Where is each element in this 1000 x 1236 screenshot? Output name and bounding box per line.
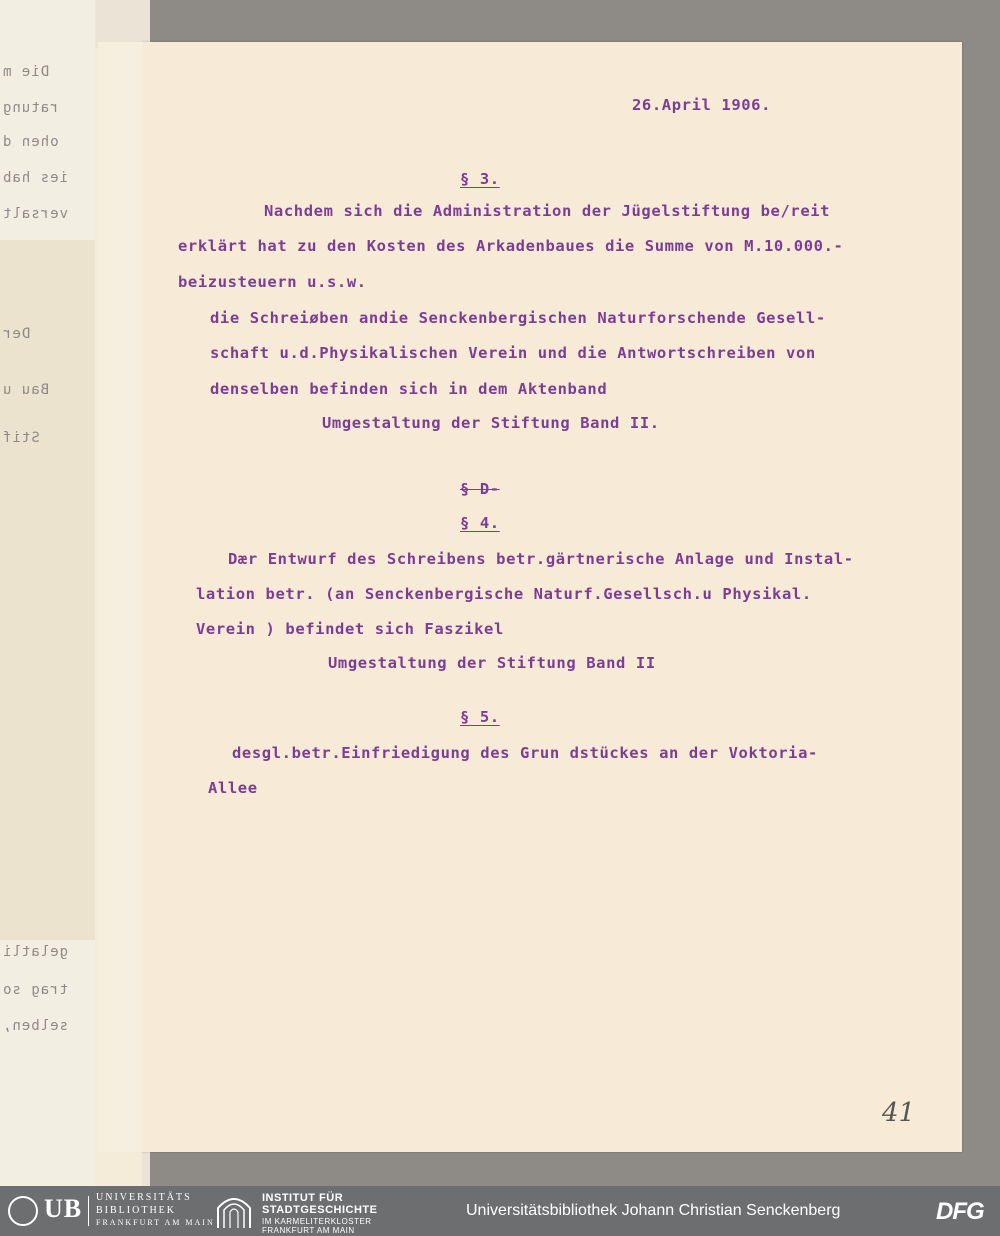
bleed-text: ies hab <box>2 170 69 186</box>
bleed-text: Bau u <box>2 382 50 398</box>
isg-line3: IM KARMELITERKLOSTER <box>262 1217 372 1226</box>
text-line: schaft u.d.Physikalischen Verein und die Antwortschreiben von <box>210 344 816 362</box>
text-line: Allee <box>208 779 258 797</box>
text-line: desgl.betr.Einfriedigung des Grun dstückes an der Voktoria- <box>232 744 818 762</box>
section-4-heading: § 4. <box>460 514 500 532</box>
ub-divider <box>88 1196 89 1226</box>
library-name: Universitätsbibliothek Johann Christian Senckenberg <box>466 1202 841 1219</box>
section-3-heading: § 3. <box>460 170 500 188</box>
ub-logo-letters: UB <box>44 1194 83 1223</box>
dfg-logo: DFG <box>936 1198 984 1225</box>
text-line: denselben befinden sich in dem Aktenband <box>210 380 608 398</box>
text-line: Umgestaltung der Stiftung Band II <box>328 654 656 672</box>
isg-arch-icon <box>214 1194 254 1228</box>
left-page-lower <box>0 240 95 940</box>
ub-line1: UNIVERSITÄTS <box>96 1192 192 1203</box>
text-line: Nachdem sich die Administration der Jügelstiftung be/reit <box>264 202 831 220</box>
ub-seal-icon <box>8 1196 38 1226</box>
bleed-text: Die m <box>2 64 50 80</box>
footer-bar <box>0 1186 1000 1236</box>
text-line: lation betr. (an Senckenbergische Naturf.Gesellsch.u Physikal. <box>196 585 812 603</box>
struck-heading: § D- <box>460 480 500 498</box>
letter-date: 26.April 1906. <box>632 96 772 114</box>
bleed-text: ratung <box>2 100 59 116</box>
text-line: Umgestaltung der Stiftung Band II. <box>322 414 660 432</box>
bleed-text: gelatli <box>2 944 69 960</box>
text-line: die Schreiøben andie Senckenbergischen Naturforschende Gesell- <box>210 309 826 327</box>
text-line: Verein ) befindet sich Faszikel <box>196 620 504 638</box>
text-line: Dær Entwurf des Schreibens betr.gärtnerische Anlage und Instal- <box>228 550 854 568</box>
bleed-text: trag so <box>2 982 69 998</box>
bleed-text: versalt <box>2 206 69 222</box>
document-page <box>142 42 962 1152</box>
bleed-text: Stif <box>2 430 40 446</box>
isg-line1: INSTITUT FÜR <box>262 1192 344 1204</box>
bleed-text: Der <box>2 326 31 342</box>
isg-line2: STADTGESCHICHTE <box>262 1204 378 1216</box>
section-5-heading: § 5. <box>460 708 500 726</box>
text-line: beizusteuern u.s.w. <box>178 273 367 291</box>
ub-line2: BIBLIOTHEK <box>96 1205 176 1216</box>
bleed-text: ohen d <box>2 134 59 150</box>
ub-line3: FRANKFURT AM MAIN <box>96 1218 215 1227</box>
bleed-text: selben, <box>2 1018 69 1034</box>
text-line: erklärt hat zu den Kosten des Arkadenbaues die Summe von M.10.000.- <box>178 237 844 255</box>
isg-line4: FRANKFURT AM MAIN <box>262 1226 355 1235</box>
folio-number: 41 <box>882 1098 916 1128</box>
